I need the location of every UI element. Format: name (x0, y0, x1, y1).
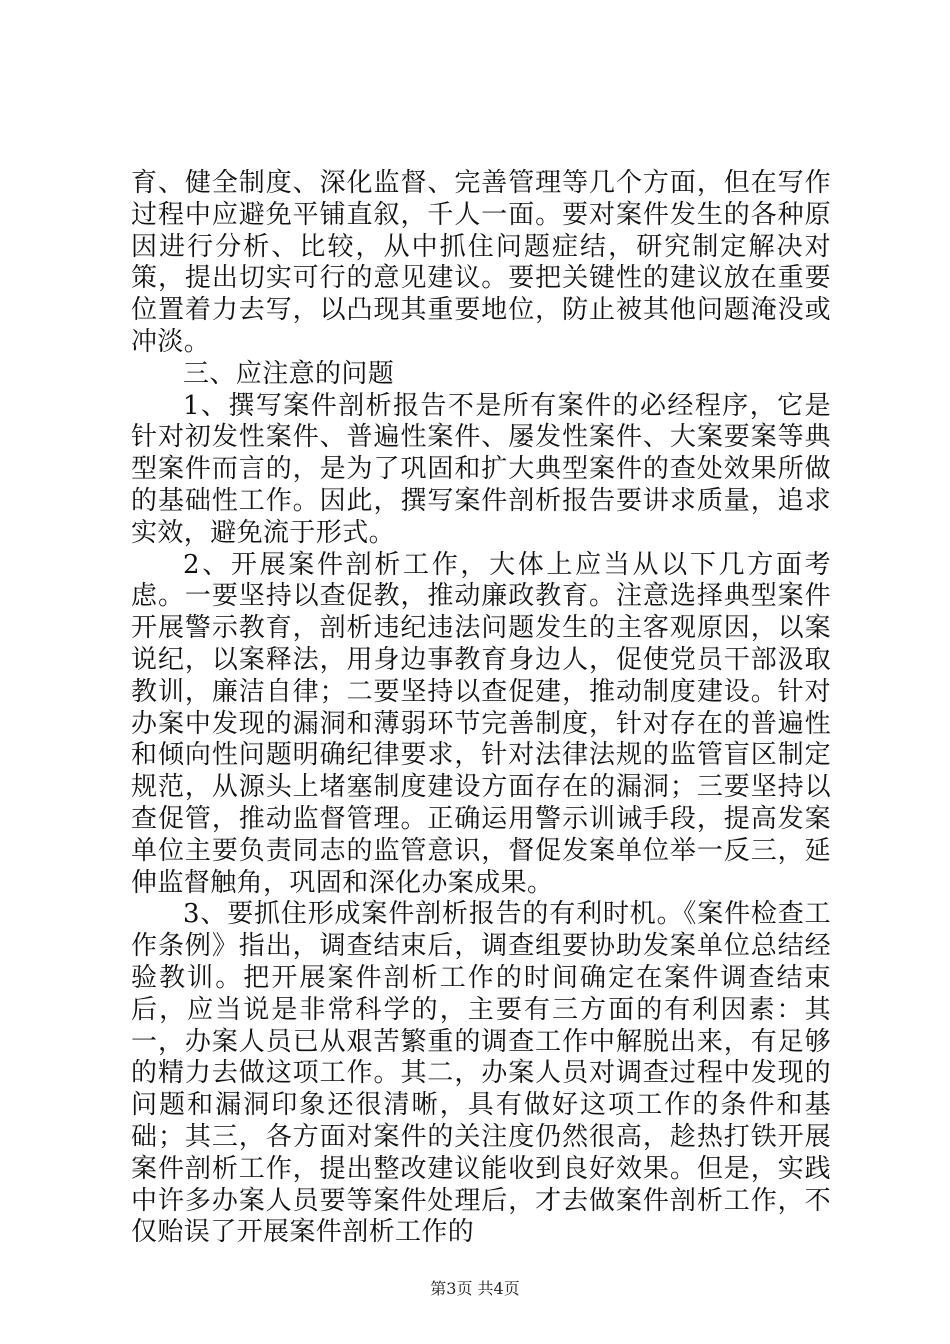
paragraph-point-2: 2、开展案件剖析工作，大体上应当从以下几方面考虑。一要坚持以查促教，推动廉政教育。注意选择典型案件开展警示教育，剖析违纪违法问题发生的主客观原因，以案说纪，以案释法，用身边事教育身边人，促使党员干部汲取教训，廉洁自律；二要坚持以查促建，推动制度建设。针对办案中发现的漏洞和薄弱环节完善制度，针对存在的普遍性和倾向性问题明确纪律要求，针对法律法规的监管盲区制定规范，从源头上堵塞制度建设方面存在的漏洞；三要坚持以查促管，推动监督管理。正确运用警示训诫手段，提高发案单位主要负责同志的监管意识，督促发案单位举一反三，延伸监督触角，巩固和深化办案成果。 (131, 549, 831, 898)
section-heading: 三、应注意的问题 (183, 358, 395, 389)
page-number-footer: 第3页 共4页 (430, 1279, 520, 1298)
paragraph-continuation: 育、健全制度、深化监督、完善管理等几个方面，但在写作过程中应避免平铺直叙，千人一面。要对案件发生的各种原因进行分析、比较，从中抓住问题症结，研究制定解决对策，提出切实可行的意见建议。要把关键性的建议放在重要位置着力去写，以凸现其重要地位，防止被其他问题淹没或冲淡。 (131, 168, 831, 357)
document-body (131, 168, 831, 1249)
paragraph-point-1: 1、撰写案件剖析报告不是所有案件的必经程序，它是针对初发性案件、普遍性案件、屡发性案件、大案要案等典型案件而言的，是为了巩固和扩大典型案件的查处效果所做的基础性工作。因此，撰写案件剖析报告要讲求质量，追求实效，避免流于形式。 (131, 390, 831, 548)
paragraph-point-3: 3、要抓住形成案件剖析报告的有利时机。《案件检查工作条例》指出，调查结束后，调查组要协助发案单位总结经验教训。把开展案件剖析工作的时间确定在案件调查结束后，应当说是非常科学的，主要有三方面的有利因素：其一，办案人员已从艰苦繁重的调查工作中解脱出来，有足够的精力去做这项工作。其二，办案人员对调查过程中发现的问题和漏洞印象还很清晰，具有做好这项工作的条件和基础；其三，各方面对案件的关注度仍然很高，趁热打铁开展案件剖析工作，提出整改建议能收到良好效果。但是，实践中许多办案人员要等案件处理后，才去做案件剖析工作，不仅贻误了开展案件剖析工作的 (131, 899, 831, 1248)
